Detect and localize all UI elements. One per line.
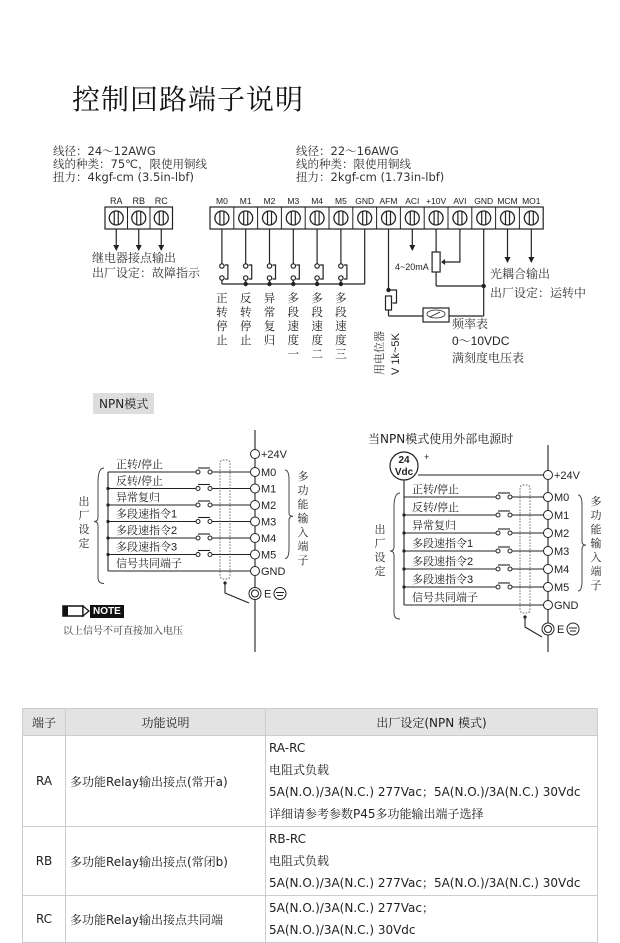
switch-contact-icon <box>208 536 212 540</box>
control-terminal-label: M5 <box>334 196 347 206</box>
supply-label: +24V <box>261 449 287 461</box>
terminal-node <box>251 484 260 493</box>
screw-terminal-icon <box>405 211 419 225</box>
switch-contact-icon <box>508 585 512 589</box>
pencil-icon <box>62 604 90 618</box>
control-wire-torque: 扭力：2kgf-cm (1.73in-lbf) <box>296 170 445 184</box>
switch-contact-icon <box>508 549 512 553</box>
input-label-char: 二 <box>311 349 323 361</box>
right-brace-char: 子 <box>590 580 602 592</box>
relay-wire-gauge: 线径：24～12AWG <box>53 144 156 158</box>
left-brace-char: 设 <box>374 552 386 564</box>
function-cell: 多功能Relay输出接点共同端 <box>66 896 266 943</box>
input-label-char: 常 <box>263 307 276 319</box>
input-label-char: 度 <box>311 335 323 347</box>
note-text: 以上信号不可直接加入电压 <box>63 626 183 637</box>
screw-terminal-icon <box>109 211 123 225</box>
terminal-node <box>251 501 260 510</box>
input-label-char: 止 <box>216 335 228 347</box>
frequency-meter-icon <box>423 308 449 322</box>
left-brace-char: 厂 <box>374 538 386 550</box>
signal-label: 多段速指令3 <box>412 574 474 586</box>
input-label-char: 一 <box>287 349 300 361</box>
screw-terminal-icon <box>524 211 538 225</box>
terminal-cell: RB <box>23 827 66 896</box>
input-label-char: 段 <box>287 307 300 319</box>
right-brace <box>578 495 586 591</box>
source-voltage-label: 24 <box>398 455 410 466</box>
right-brace-char: 功 <box>297 485 309 497</box>
screw-terminal-icon <box>429 211 443 225</box>
switch-contact-icon <box>508 513 512 517</box>
screw-terminal-icon <box>263 211 277 225</box>
input-label-char: 速 <box>287 321 300 333</box>
meter-type: 满刻度电压表 <box>452 351 525 365</box>
control-terminal-label: GND <box>474 196 494 206</box>
control-terminal-label: MO1 <box>522 196 541 206</box>
input-label-char: 归 <box>263 335 276 347</box>
source-unit-label: Vdc <box>394 467 414 478</box>
screw-terminal-icon <box>358 211 372 225</box>
terminal-node <box>251 550 260 559</box>
setting-line: 详细请参考参数P45多功能输出端子选择 <box>269 807 484 821</box>
terminal-node <box>544 583 553 592</box>
terminal-cell: RC <box>23 896 66 943</box>
right-brace-char: 多 <box>590 496 602 508</box>
switch-contact-icon <box>220 276 224 280</box>
input-label-char: 速 <box>335 321 347 333</box>
left-brace-char: 定 <box>374 566 386 578</box>
setting-cell <box>266 827 598 896</box>
potentiometer-icon <box>386 296 392 310</box>
input-label-char: 转 <box>239 307 252 319</box>
switch-contact-icon <box>315 276 319 280</box>
switch-contact-icon <box>220 264 224 268</box>
right-brace-char: 端 <box>590 566 602 578</box>
input-label-char: 多 <box>311 293 323 305</box>
input-label-char: 三 <box>335 349 347 361</box>
npn-terminal-label: M2 <box>261 500 277 512</box>
switch-contact-icon <box>508 531 512 535</box>
switch-contact-icon <box>196 503 200 507</box>
switch-contact-icon <box>196 470 200 474</box>
npn-external-supply-diagram <box>375 445 602 652</box>
control-terminal-label: M0 <box>215 196 228 206</box>
setting-line: 电阻式负载 <box>269 854 330 868</box>
supply-label: +24V <box>554 470 580 482</box>
npn-mode-tag: NPN模式 <box>93 393 154 414</box>
earth-label: E <box>264 588 272 601</box>
left-brace <box>390 493 400 619</box>
control-terminal-label: ACI <box>405 196 420 206</box>
header-default-setting: 出厂设定(NPN 模式) <box>266 709 598 736</box>
relay-terminal-label: RB <box>132 196 146 206</box>
control-terminal-label: +10V <box>426 196 447 206</box>
npn-terminal-label: GND <box>554 600 579 612</box>
note-label: NOTE <box>90 605 124 618</box>
switch-contact-icon <box>208 487 212 491</box>
switch-contact-icon <box>196 487 200 491</box>
switch-contact-icon <box>496 549 500 553</box>
switch-contact-icon <box>196 553 200 557</box>
switch-contact-icon <box>267 264 271 268</box>
control-wire-type: 线的种类：限使用铜线 <box>296 157 411 171</box>
switch-contact-icon <box>196 536 200 540</box>
control-terminal-label: AVI <box>453 196 467 206</box>
terminal-node <box>544 511 553 520</box>
function-cell: 多功能Relay输出接点(常闭b) <box>66 827 266 896</box>
right-brace-char: 能 <box>297 499 309 511</box>
npn-internal-supply-diagram <box>79 430 309 652</box>
header-function: 功能说明 <box>66 709 266 736</box>
npn-terminal-label: M1 <box>261 483 277 496</box>
optocoupler-label: 光耦合输出 <box>490 267 551 281</box>
right-brace-char: 入 <box>590 552 602 564</box>
npn-terminal-label: M0 <box>554 492 570 504</box>
switch-contact-icon <box>244 264 248 268</box>
signal-label: 异常复归 <box>412 520 456 532</box>
right-brace-char: 输 <box>297 513 309 525</box>
screw-terminal-icon <box>215 211 229 225</box>
right-brace <box>285 470 293 559</box>
terminal-node <box>251 517 260 526</box>
control-terminal-label: GND <box>355 196 375 206</box>
left-brace-char: 定 <box>78 538 90 550</box>
switch-contact-icon <box>196 520 200 524</box>
earth-label: E <box>557 624 565 636</box>
meter-range: 0～10VDC <box>452 334 510 348</box>
signal-label: 正转/停止 <box>116 459 164 471</box>
terminal-spec-table <box>22 708 598 943</box>
input-label-char: 反 <box>239 293 252 305</box>
setting-cell <box>266 736 598 827</box>
signal-label: 多段速指令1 <box>116 508 178 521</box>
right-brace-char: 输 <box>590 538 602 550</box>
meter-label: 频率表 <box>452 317 489 331</box>
ground-icon <box>274 588 286 600</box>
switch-contact-icon <box>496 513 500 517</box>
screw-terminal-icon <box>382 211 396 225</box>
right-brace-char: 功 <box>590 510 602 522</box>
right-brace-char: 入 <box>297 527 309 539</box>
table-row <box>23 896 598 943</box>
terminal-cell: RA <box>23 736 66 827</box>
switch-contact-icon <box>208 503 212 507</box>
relay-terminal-label: RA <box>109 196 123 206</box>
screw-terminal-icon <box>477 211 491 225</box>
npn-external-supply-title: 当NPN模式使用外部电源时 <box>368 432 514 446</box>
note-badge <box>62 604 124 618</box>
setting-line: 5A(N.O.)/3A(N.C.) 277Vac；5A(N.O.)/3A(N.C.) 30Vdc <box>269 876 581 890</box>
control-terminal-label: M4 <box>311 196 324 206</box>
control-terminal-label: M2 <box>263 196 276 206</box>
signal-label: 信号共同端子 <box>116 558 182 570</box>
left-brace-char: 出 <box>78 496 90 508</box>
potentiometer-icon <box>432 252 440 272</box>
npn-wiring-diagrams <box>0 420 620 655</box>
switch-contact-icon <box>244 276 248 280</box>
input-function-labels <box>216 292 347 361</box>
terminal-node <box>544 493 553 502</box>
terminal-node <box>544 471 553 480</box>
shield-outline <box>220 460 230 579</box>
npn-terminal-label: M0 <box>261 467 277 479</box>
shield-outline <box>520 485 530 613</box>
table-row <box>23 736 598 827</box>
input-label-char: 段 <box>311 307 323 319</box>
screw-terminal-icon <box>239 211 253 225</box>
right-brace-char: 多 <box>297 471 309 483</box>
input-label-char: 多 <box>335 293 347 305</box>
setting-line: RB-RC <box>269 832 307 846</box>
signal-label: 异常复归 <box>116 492 160 504</box>
input-label-char: 度 <box>335 335 347 347</box>
input-label-char: 异 <box>263 293 276 305</box>
switch-contact-icon <box>496 567 500 571</box>
control-terminal-label: MCM <box>497 196 518 206</box>
switch-contact-icon <box>496 495 500 499</box>
relay-wire-torque: 扭力：4kgf-cm (3.5in-lbf) <box>53 170 194 184</box>
header-terminal: 端子 <box>23 709 66 736</box>
setting-line: 5A(N.O.)/3A(N.C.) 277Vac；5A(N.O.)/3A(N.C.) 30Vdc <box>269 785 581 799</box>
npn-terminal-label: M4 <box>261 533 277 545</box>
switch-contact-icon <box>208 553 212 557</box>
setting-line: RA-RC <box>269 741 306 755</box>
screw-terminal-icon <box>154 211 168 225</box>
left-brace <box>94 468 104 584</box>
function-cell: 多功能Relay输出接点(常开a) <box>66 736 266 827</box>
signal-label: 反转/停止 <box>412 502 460 514</box>
input-label-char: 度 <box>287 335 300 347</box>
switch-contact-icon <box>208 520 212 524</box>
signal-label: 多段速指令2 <box>116 525 178 537</box>
switch-contact-icon <box>267 276 271 280</box>
relay-output-label: 继电器接点输出 <box>92 251 177 265</box>
terminal-node <box>544 547 553 556</box>
left-brace-char: 厂 <box>78 510 90 522</box>
aci-current-label: 4~20mA <box>395 262 429 272</box>
optocoupler-default-label: 出厂设定：运转中 <box>490 286 587 300</box>
setting-line: 5A(N.O.)/3A(N.C.) 30Vdc <box>269 923 416 937</box>
npn-terminal-label: M5 <box>554 582 570 594</box>
relay-terminal-label: RC <box>154 196 168 206</box>
switch-contact-icon <box>291 276 295 280</box>
screw-terminal-icon <box>501 211 515 225</box>
terminal-node <box>544 529 553 538</box>
switch-contact-icon <box>208 470 212 474</box>
input-label-char: 段 <box>335 307 347 319</box>
switch-contact-icon <box>291 264 295 268</box>
page-title: 控制回路端子说明 <box>72 83 305 116</box>
npn-terminal-label: M5 <box>261 549 277 562</box>
right-brace-char: 能 <box>590 524 602 536</box>
junction-dot <box>482 284 485 287</box>
screw-terminal-icon <box>334 211 348 225</box>
input-label-char: 停 <box>216 321 228 333</box>
plus-sign: + <box>424 452 430 462</box>
input-label-char: 停 <box>239 321 252 333</box>
switch-contact-icon <box>496 585 500 589</box>
setting-line: 电阻式负载 <box>269 763 330 777</box>
input-label-char: 正 <box>216 293 228 305</box>
terminal-node <box>251 567 260 576</box>
signal-label: 信号共同端子 <box>412 592 478 604</box>
signal-label: 正转/停止 <box>412 484 460 496</box>
switch-contact-icon <box>508 567 512 571</box>
control-terminal-label: M1 <box>239 196 252 206</box>
terminal-node <box>251 534 260 543</box>
terminal-wiring-diagram <box>0 0 620 390</box>
npn-terminal-label: M4 <box>554 564 570 576</box>
control-wire-gauge: 线径：22～16AWG <box>296 144 399 158</box>
screw-terminal-icon <box>453 211 467 225</box>
potentiometer-value: V 1k~5K <box>390 333 402 375</box>
input-label-char: 速 <box>311 321 323 333</box>
relay-default-label: 出厂设定：故障指示 <box>92 266 201 280</box>
switch-contact-icon <box>496 531 500 535</box>
setting-cell <box>266 896 598 943</box>
screw-terminal-icon <box>310 211 324 225</box>
right-brace-char: 端 <box>297 541 309 553</box>
screw-terminal-icon <box>132 211 146 225</box>
input-label-char: 多 <box>287 293 300 305</box>
control-terminal-label: M3 <box>287 196 300 206</box>
npn-terminal-label: M3 <box>554 546 570 558</box>
switch-contact-icon <box>315 264 319 268</box>
signal-label: 多段速指令1 <box>412 538 474 550</box>
signal-label: 多段速指令2 <box>412 556 474 568</box>
npn-terminal-label: M2 <box>554 528 570 540</box>
signal-label: 反转/停止 <box>116 475 164 488</box>
terminal-node <box>251 450 260 459</box>
input-label-char: 止 <box>239 335 252 347</box>
input-label-char: 转 <box>216 307 228 319</box>
setting-line: 5A(N.O.)/3A(N.C.) 277Vac； <box>269 901 434 915</box>
input-label-char: 复 <box>263 321 276 333</box>
right-brace-char: 子 <box>297 555 309 567</box>
signal-label: 多段速指令3 <box>116 541 178 554</box>
npn-terminal-label: GND <box>261 566 286 578</box>
left-brace-char: 出 <box>374 524 386 536</box>
npn-terminal-label: M1 <box>554 510 570 522</box>
switch-contact-icon <box>339 276 343 280</box>
switch-contact-icon <box>339 264 343 268</box>
potentiometer-label: 用电位器 <box>374 331 386 375</box>
npn-terminal-label: M3 <box>261 516 277 529</box>
terminal-node <box>544 565 553 574</box>
control-terminal-label: AFM <box>379 196 398 206</box>
switch-contact-icon <box>508 495 512 499</box>
table-header-row <box>23 709 598 736</box>
terminal-node <box>251 468 260 477</box>
screw-terminal-icon <box>286 211 300 225</box>
relay-wire-type: 线的种类：75℃，限使用铜线 <box>53 157 208 171</box>
left-brace-char: 设 <box>78 524 90 536</box>
ground-icon <box>567 623 579 635</box>
terminal-node <box>544 601 553 610</box>
control-terminal-block <box>210 196 543 265</box>
table-row <box>23 827 598 896</box>
